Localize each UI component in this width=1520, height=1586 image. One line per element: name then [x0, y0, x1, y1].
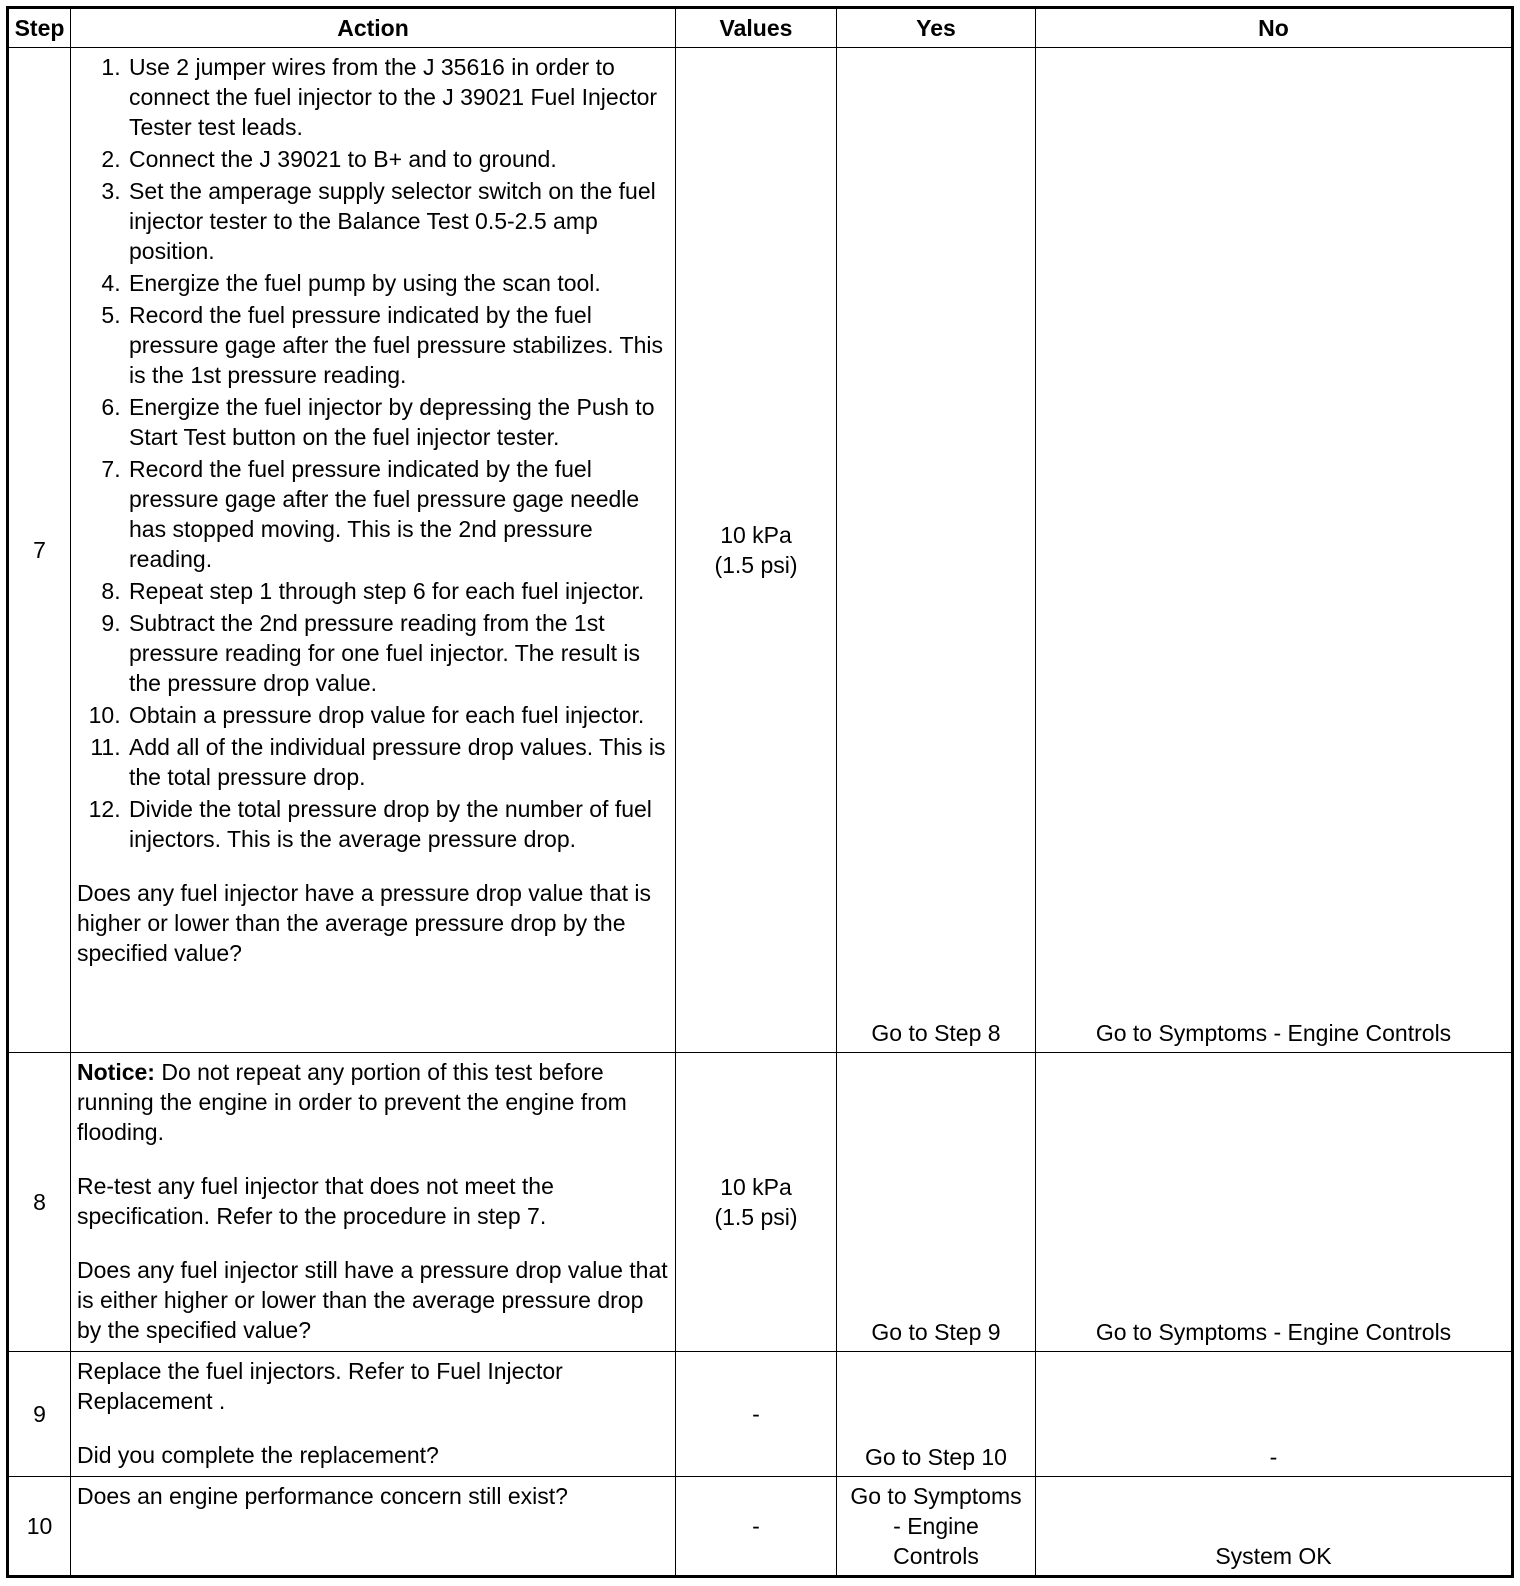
procedure-item: 12. Divide the total pressure drop by the number of fuel injectors. This is the average pressure drop.: [127, 794, 669, 854]
procedure-item: 10. Obtain a pressure drop value for each fuel injector.: [127, 700, 669, 730]
question-text: Does any fuel injector have a pressure drop value that is higher or lower than the average pressure drop by the specified value?: [77, 880, 652, 966]
action-cell: [71, 1351, 676, 1476]
header-row: [8, 8, 1513, 48]
procedure-item: 9. Subtract the 2nd pressure reading from the 1st pressure reading for one fuel injector. The result is the pressure drop value.: [127, 608, 669, 698]
header-no: No: [1036, 8, 1513, 48]
question-text: Did you complete the replacement?: [77, 1441, 439, 1468]
notice-paragraph: [77, 1057, 669, 1147]
notice-label: Notice:: [77, 1059, 155, 1086]
no-cell: -: [1036, 1351, 1513, 1476]
instruction-text: Replace the fuel injectors. Refer to Fuel Injector Replacement .: [77, 1357, 563, 1414]
table-row-step-7: [8, 48, 1513, 1053]
procedure-item: 11. Add all of the individual pressure drop values. This is the total pressure drop.: [127, 732, 669, 792]
procedure-item: 6. Energize the fuel injector by depressing the Push to Start Test button on the fuel injector tester.: [127, 392, 669, 452]
values-cell: -: [676, 1351, 837, 1476]
no-cell: System OK: [1036, 1476, 1513, 1576]
action-cell: [71, 1053, 676, 1351]
values-cell: -: [676, 1476, 837, 1576]
values-cell: [676, 48, 837, 1053]
procedure-item: 8. Repeat step 1 through step 6 for each fuel injector.: [127, 576, 669, 606]
table-row-step-8: [8, 1053, 1513, 1351]
table-row-step-10: [8, 1476, 1513, 1576]
no-cell: Go to Symptoms - Engine Controls: [1036, 48, 1513, 1053]
header-yes: Yes: [837, 8, 1036, 48]
value-imperial: (1.5 psi): [714, 1204, 798, 1230]
yes-line: - Engine: [893, 1513, 979, 1539]
question-text: Does any fuel injector still have a pressure drop value that is either higher or lower than the average pressure drop by the specified value?: [77, 1257, 668, 1344]
header-values: Values: [676, 8, 837, 48]
diagnostic-table: [6, 6, 1514, 1578]
value-imperial: (1.5 psi): [714, 552, 798, 579]
retest-text: Re-test any fuel injector that does not meet the specification. Refer to the procedure in step 7.: [77, 1173, 554, 1230]
yes-line: Go to Symptoms: [850, 1483, 1022, 1509]
no-cell: Go to Symptoms - Engine Controls: [1036, 1053, 1513, 1351]
procedure-item: 4. Energize the fuel pump by using the scan tool.: [127, 268, 669, 298]
procedure-item: 1. Use 2 jumper wires from the J 35616 in order to connect the fuel injector to the J 39021 Fuel Injector Tester test leads.: [127, 52, 669, 142]
yes-cell: Go to Step 10: [837, 1351, 1036, 1476]
header-step: Step: [8, 8, 71, 48]
notice-text: Do not repeat any portion of this test before running the engine in order to prevent the engine from flooding.: [77, 1059, 627, 1146]
step-number: 8: [8, 1053, 71, 1351]
yes-cell: [837, 1476, 1036, 1576]
value-metric: 10 kPa: [720, 522, 792, 549]
step-number: 10: [8, 1476, 71, 1576]
question-text: Does an engine performance concern still exist?: [77, 1482, 568, 1509]
step-number: 9: [8, 1351, 71, 1476]
procedure-item: 7. Record the fuel pressure indicated by the fuel pressure gage after the fuel pressure gage needle has stopped moving. This is the 2nd pressure reading.: [127, 454, 669, 574]
action-cell: [71, 1476, 676, 1576]
procedure-item: 3. Set the amperage supply selector switch on the fuel injector tester to the Balance Test 0.5-2.5 amp position.: [127, 176, 669, 266]
yes-cell: Go to Step 9: [837, 1053, 1036, 1351]
procedure-item: 5. Record the fuel pressure indicated by the fuel pressure gage after the fuel pressure stabilizes. This is the 1st pressure reading.: [127, 300, 669, 390]
value-metric: 10 kPa: [720, 1174, 792, 1200]
yes-line: Controls: [893, 1543, 979, 1569]
action-cell: [71, 48, 676, 1053]
values-cell: [676, 1053, 837, 1351]
header-action: Action: [71, 8, 676, 48]
step-number: 7: [8, 48, 71, 1053]
table-row-step-9: [8, 1351, 1513, 1476]
yes-cell: Go to Step 8: [837, 48, 1036, 1053]
procedure-item: 2. Connect the J 39021 to B+ and to ground.: [127, 144, 669, 174]
procedure-list: [77, 52, 669, 854]
